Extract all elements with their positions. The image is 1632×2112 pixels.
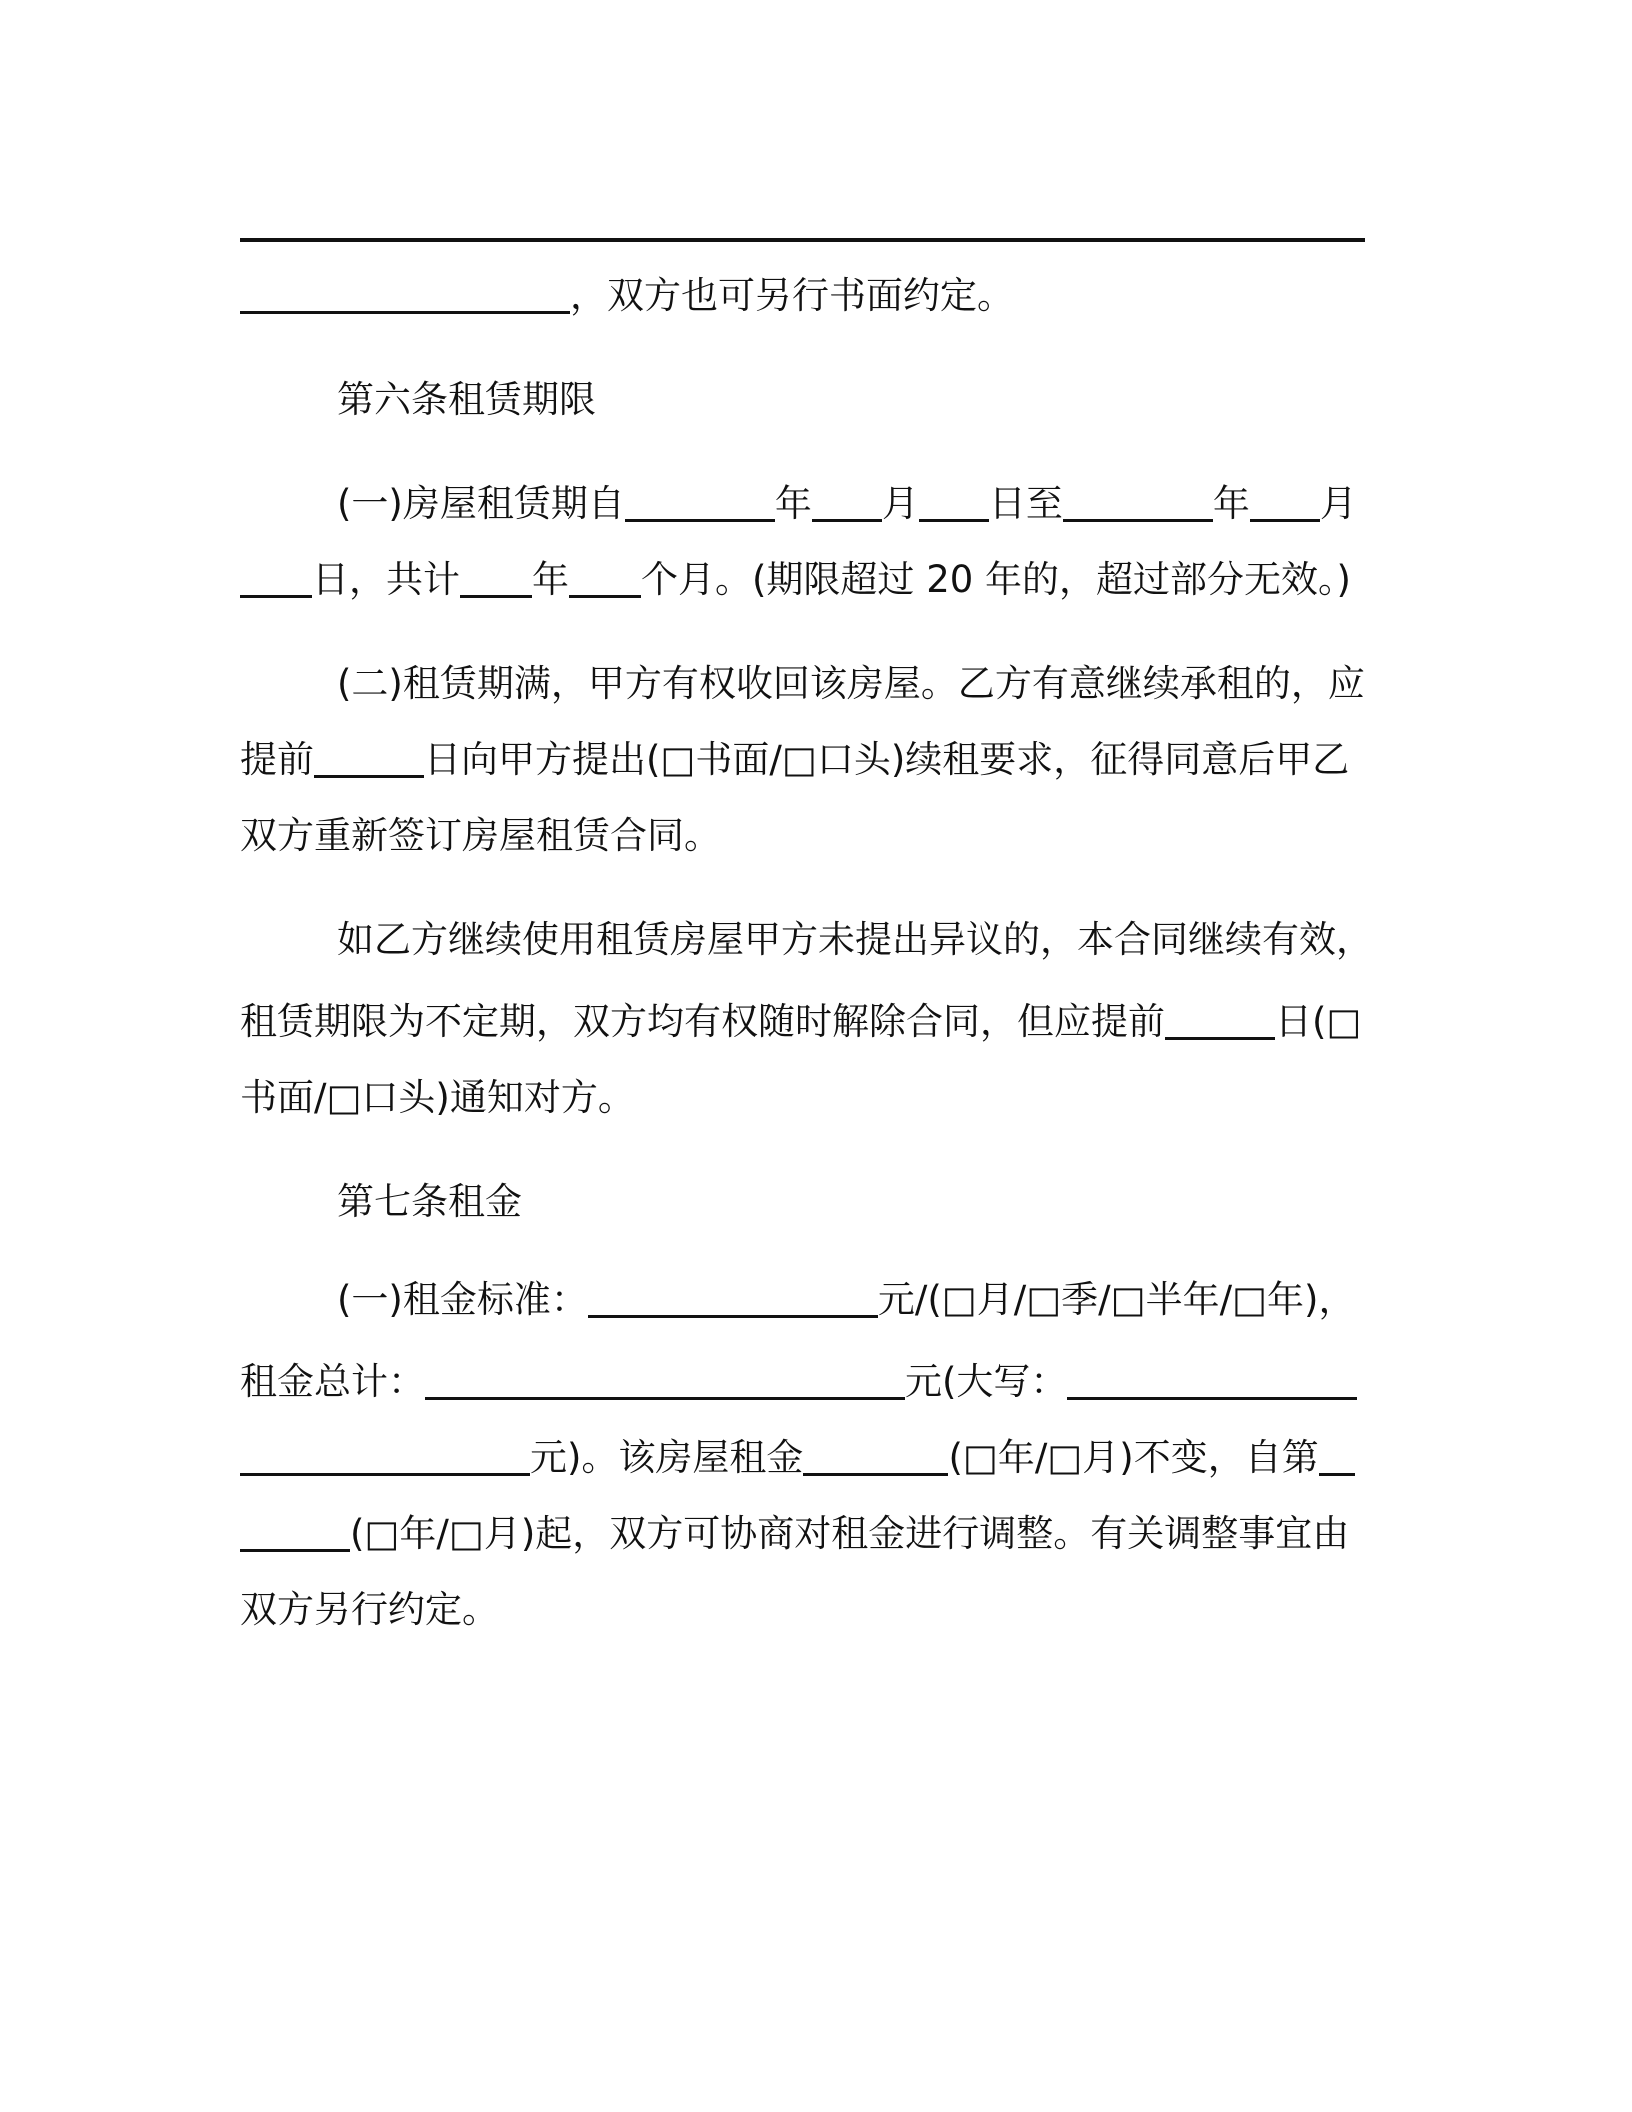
line-text: 个月。(期限超过 20 年的，超过部分无效。) xyxy=(641,558,1351,601)
fill-blank xyxy=(240,1437,530,1475)
line-text: 元)。该房屋租金 xyxy=(530,1436,804,1479)
line-text: 元(大写： xyxy=(905,1360,1068,1403)
text-line xyxy=(240,264,1014,328)
text-line xyxy=(240,990,1361,1054)
fill-blank xyxy=(460,559,532,597)
text-line xyxy=(337,472,1357,536)
line-text: 年 xyxy=(1212,482,1250,525)
line-text: 月 xyxy=(881,482,919,525)
fill-line-full xyxy=(240,238,1365,242)
text-line: 双方重新签订房屋租赁合同。 xyxy=(240,814,721,857)
line-text: 年 xyxy=(532,558,569,601)
text-line xyxy=(240,1426,1355,1490)
article-heading: 第七条租金 xyxy=(337,1180,522,1223)
fill-blank xyxy=(812,483,882,521)
text-line: 双方另行约定。 xyxy=(240,1588,499,1631)
line-text: 日至 xyxy=(988,482,1063,525)
text-line xyxy=(240,1502,1349,1566)
fill-blank xyxy=(625,483,775,521)
fill-blank xyxy=(588,1279,878,1317)
text-line xyxy=(240,548,1351,612)
fill-blank xyxy=(803,1437,948,1475)
text-line: 书面/□口头)通知对方。 xyxy=(240,1076,635,1119)
line-text: 日向甲方提出(□书面/□口头)续租要求，征得同意后甲乙 xyxy=(424,738,1350,781)
line-text: (一)租金标准： xyxy=(337,1278,588,1321)
line-text: 年 xyxy=(774,482,812,525)
fill-blank xyxy=(1063,483,1213,521)
text-line xyxy=(240,1350,1357,1414)
fill-blank xyxy=(1165,1001,1275,1039)
line-text: 元/(□月/□季/□半年/□年)， xyxy=(877,1278,1356,1321)
text-line: 如乙方继续使用租赁房屋甲方未提出异议的，本合同继续有效， xyxy=(337,918,1373,961)
line-text: 租赁期限为不定期，双方均有权随时解除合同，但应提前 xyxy=(240,1000,1165,1043)
text-line: (二)租赁期满，甲方有权收回该房屋。乙方有意继续承租的，应 xyxy=(337,662,1365,705)
line-text: (一)房屋租赁期自 xyxy=(337,482,625,525)
line-text: 租金总计： xyxy=(240,1360,425,1403)
fill-blank xyxy=(240,559,312,597)
line-text: (□年/□月)不变，自第 xyxy=(948,1436,1319,1479)
article-heading: 第六条租赁期限 xyxy=(337,378,596,421)
fill-blank xyxy=(240,1513,350,1551)
text-line xyxy=(240,728,1349,792)
line-text: 日，共计 xyxy=(312,558,460,601)
fill-blank xyxy=(1067,1361,1357,1399)
line-text: ，双方也可另行书面约定。 xyxy=(570,274,1014,317)
line-text: 月 xyxy=(1319,482,1357,525)
fill-blank xyxy=(240,275,570,313)
fill-blank xyxy=(1319,1437,1355,1475)
fill-blank xyxy=(425,1361,905,1399)
fill-blank xyxy=(314,739,424,777)
line-text: (□年/□月)起，双方可协商对租金进行调整。有关调整事宜由 xyxy=(350,1512,1350,1555)
fill-blank xyxy=(1250,483,1320,521)
line-text: 日(□ xyxy=(1275,1000,1362,1043)
line-text: 提前 xyxy=(240,738,314,781)
fill-blank xyxy=(569,559,641,597)
text-line xyxy=(337,1268,1355,1332)
fill-blank xyxy=(919,483,989,521)
